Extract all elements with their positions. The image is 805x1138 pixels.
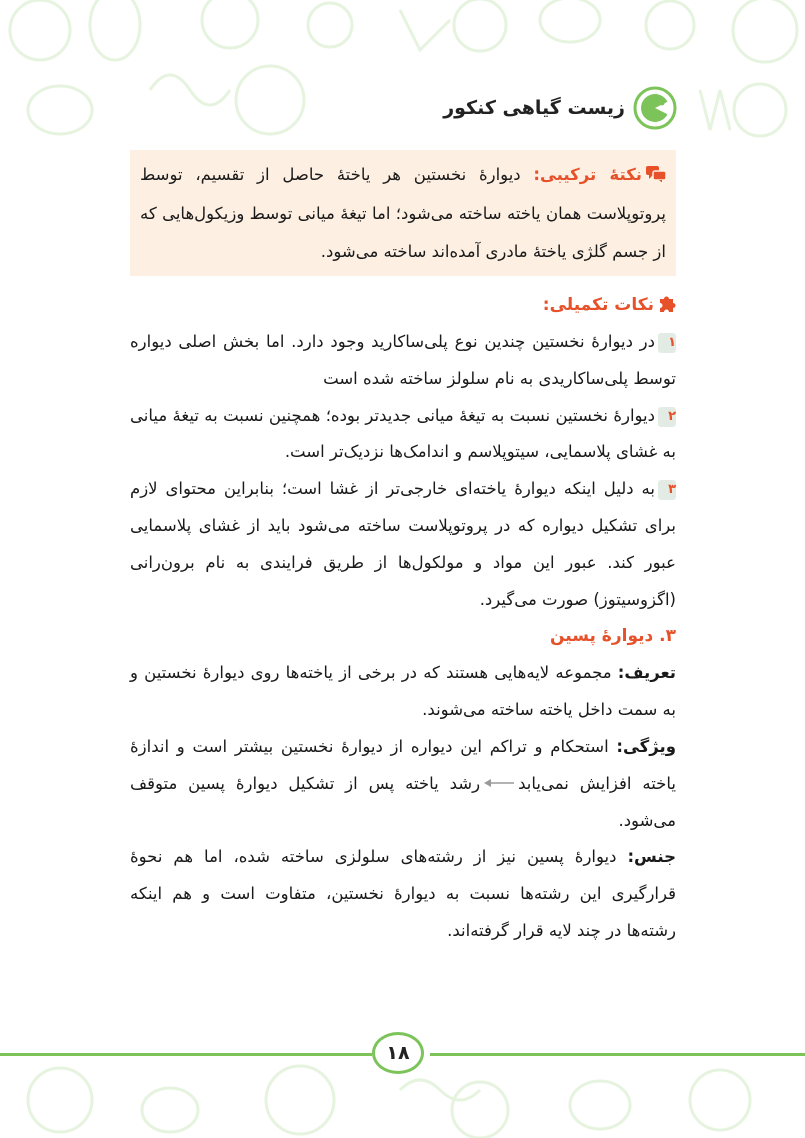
note-item xyxy=(130,398,676,472)
arrow-left-icon xyxy=(483,777,515,789)
feature-term: ویژگی: xyxy=(616,736,676,756)
extra-notes-heading xyxy=(130,287,676,324)
material-paragraph xyxy=(130,839,676,949)
note-item xyxy=(130,324,676,398)
footer-rule-right xyxy=(430,1053,805,1056)
note-number-badge: ۳ xyxy=(658,480,676,500)
main-content xyxy=(130,287,676,950)
chat-bubbles-icon xyxy=(646,166,666,182)
tip-text: دیوارۀ نخستین هر یاختۀ حاصل از تقسیم، توسط پروتوپلاست همان یاخته ساخته می‌شود؛ اما تیغۀ میانی توسط وزیکول‌هایی که از جسم گلژی یاختۀ مادری آمده‌اند ساخته می‌شود. xyxy=(140,165,666,261)
footer-rule-left xyxy=(0,1053,372,1056)
definition-text: مجموعه لایه‌هایی هستند که در برخی از یاخته‌ها روی دیوارۀ نخستین و به سمت داخل یاخته ساخته می‌شوند. xyxy=(130,663,676,720)
extra-notes-heading-text: نکات تکمیلی: xyxy=(542,295,654,315)
tip-label: نکتۀ ترکیبی: xyxy=(533,165,642,184)
note-text: دیوارۀ نخستین نسبت به تیغۀ میانی جدیدتر بوده؛ همچنین نسبت به تیغۀ میانی به غشای پلاسمایی، سیتوپلاسم و اندامک‌ها نزدیک‌تر است. xyxy=(130,405,676,462)
note-number-badge: ۱ xyxy=(658,333,676,353)
note-text: به دلیل اینکه دیوارۀ یاخته‌ای خارجی‌تر از غشا است؛ بنابراین محتوای لازم برای تشکیل دیواره که در پروتوپلاست ساخته می‌شود باید از غشای پلاسمایی عبور کند. عبور این مواد و مولکول‌ها از طریق فرایندی به نام برون‌رانی (اگزوسیتوز) صورت می‌گیرد. xyxy=(130,479,676,609)
note-item xyxy=(130,471,676,618)
page-number: ۱۸ xyxy=(372,1032,424,1074)
note-number-badge: ۲ xyxy=(658,407,676,427)
feature-text-before: استحکام و تراکم این دیواره از دیوارۀ نخستین بیشتر است و اندازۀ یاخته افزایش نمی‌یابد xyxy=(130,736,677,793)
page-header-title: زیست گیاهی کنکور xyxy=(443,97,625,119)
combined-tip-box xyxy=(130,150,676,276)
definition-paragraph xyxy=(130,655,676,729)
note-text: در دیوارۀ نخستین چندین نوع پلی‌ساکارید وجود دارد. اما بخش اصلی دیواره توسط پلی‌ساکاریدی به نام سلولز ساخته شده است xyxy=(130,332,676,388)
feature-paragraph xyxy=(130,729,676,839)
page-header xyxy=(443,86,677,130)
chart-logo-icon xyxy=(633,86,677,130)
material-text: دیوارۀ پسین نیز از رشته‌های سلولزی ساخته شده، اما هم نحوۀ قرارگیری این رشته‌ها نسبت به دیوارۀ نخستین، متفاوت است و هم اینکه رشته‌ها در چند لایه قرار گرفته‌اند. xyxy=(130,847,676,940)
material-term: جنس: xyxy=(627,847,676,867)
definition-term: تعریف: xyxy=(617,663,676,683)
feature-text-after: رشد یاخته پس از تشکیل دیوارۀ پسین متوقف می‌شود. xyxy=(130,773,676,830)
puzzle-icon xyxy=(658,295,676,313)
tip-paragraph xyxy=(140,156,666,272)
secondary-wall-heading: ۳. دیوارۀ پسین xyxy=(549,626,676,647)
